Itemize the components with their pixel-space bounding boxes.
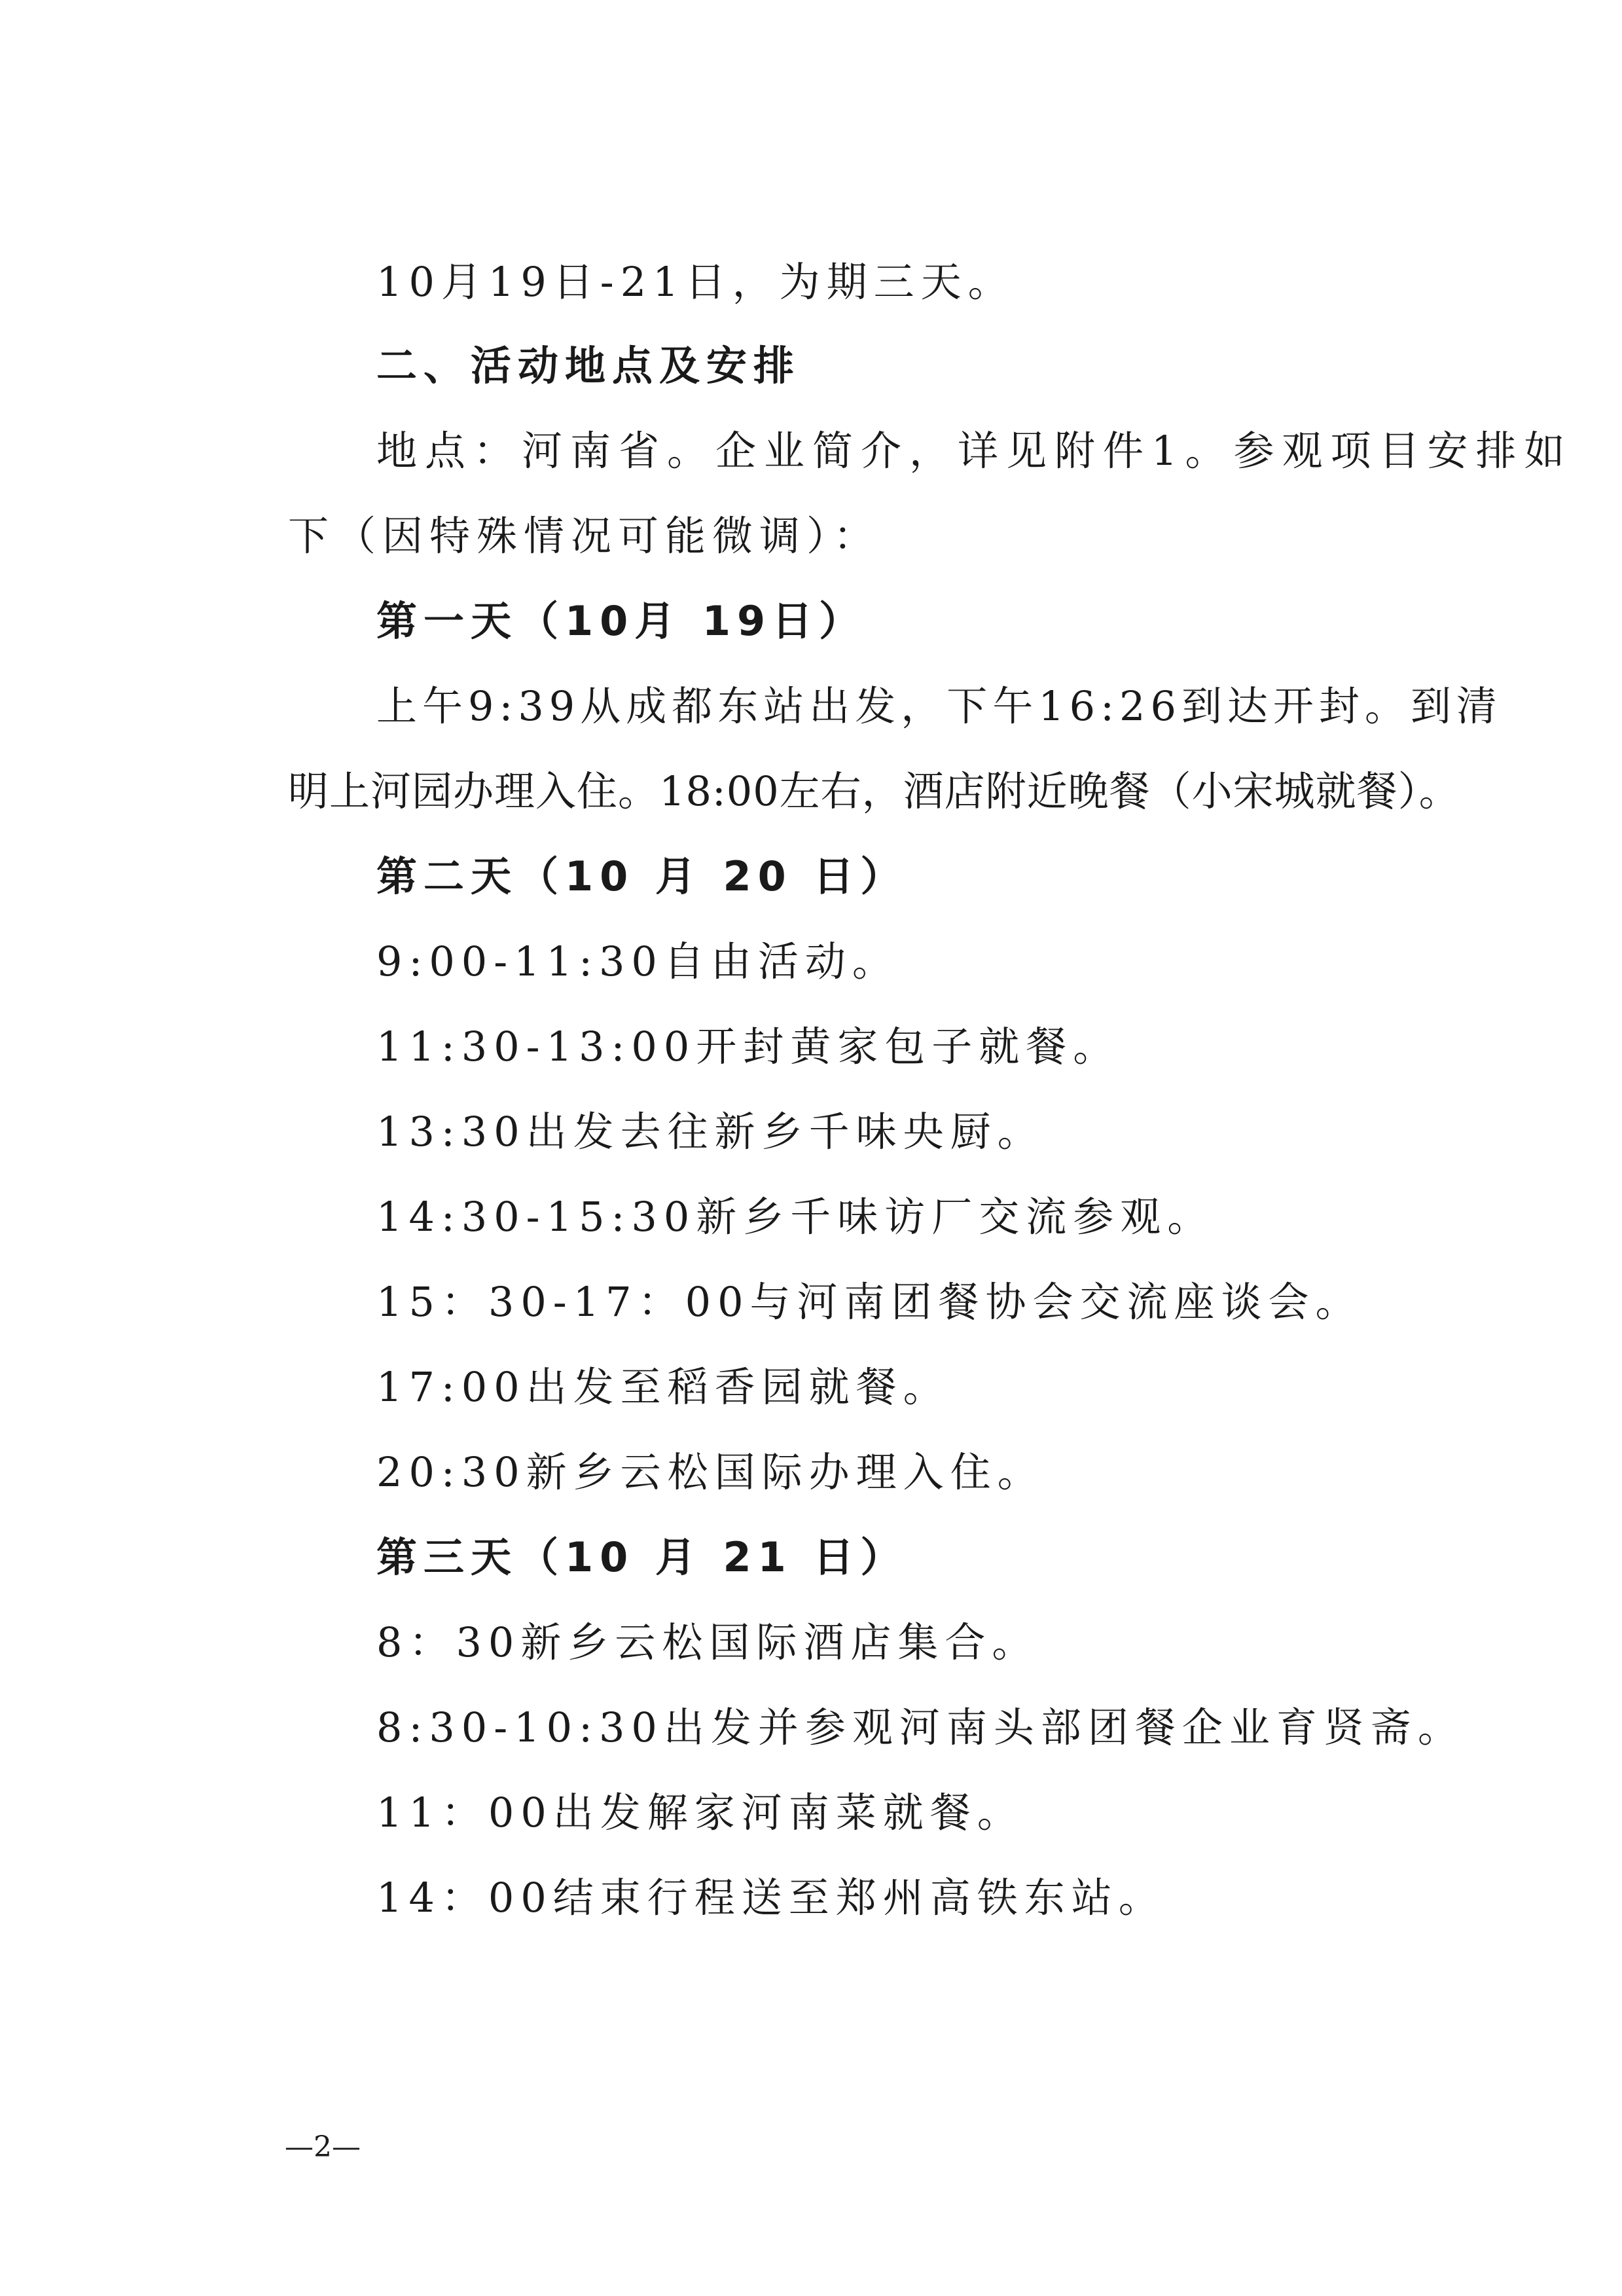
schedule-item: 11：00出发解家河南菜就餐。: [376, 1789, 1024, 1836]
schedule-item: 20:30新乡云松国际办理入住。: [376, 1448, 1045, 1496]
day-one-heading: 第一天（10月 19日）: [376, 597, 867, 645]
schedule-item: 14：00结束行程送至郑州高铁东站。: [376, 1874, 1166, 1922]
schedule-item: 17:00出发至稻香园就餐。: [376, 1363, 950, 1411]
schedule-item: 8：30新乡云松国际酒店集合。: [376, 1618, 1039, 1666]
day-one-item: 上午9:39从成都东站出发，下午16:26到达开封。到清: [376, 682, 1502, 730]
day-one-item-continued: 明上河园办理入住。18:00左右，酒店附近晚餐（小宋城就餐）。: [288, 767, 1460, 815]
schedule-item: 8:30-10:30出发并参观河南头部团餐企业育贤斋。: [376, 1704, 1465, 1751]
schedule-item: 9:00-11:30自由活动。: [376, 938, 899, 985]
day-three-heading: 第三天（10 月 21 日）: [376, 1533, 908, 1581]
schedule-item: 15：30-17：00与河南团餐协会交流座谈会。: [376, 1278, 1363, 1326]
day-two-heading: 第二天（10 月 20 日）: [376, 852, 908, 900]
page-number: —2—: [285, 2130, 361, 2164]
schedule-item: 14:30-15:30新乡千味访厂交流参观。: [376, 1193, 1215, 1241]
location-line: 地点：河南省。企业简介，详见附件1。参观项目安排如: [376, 427, 1573, 475]
section-heading-location: 二、活动地点及安排: [376, 342, 801, 390]
schedule-item: 11:30-13:00开封黄家包子就餐。: [376, 1023, 1121, 1070]
location-line-continued: 下（因特殊情况可能微调）：: [288, 512, 881, 560]
duration-line: 10月19日-21日，为期三天。: [376, 258, 1015, 306]
schedule-item: 13:30出发去往新乡千味央厨。: [376, 1108, 1045, 1156]
